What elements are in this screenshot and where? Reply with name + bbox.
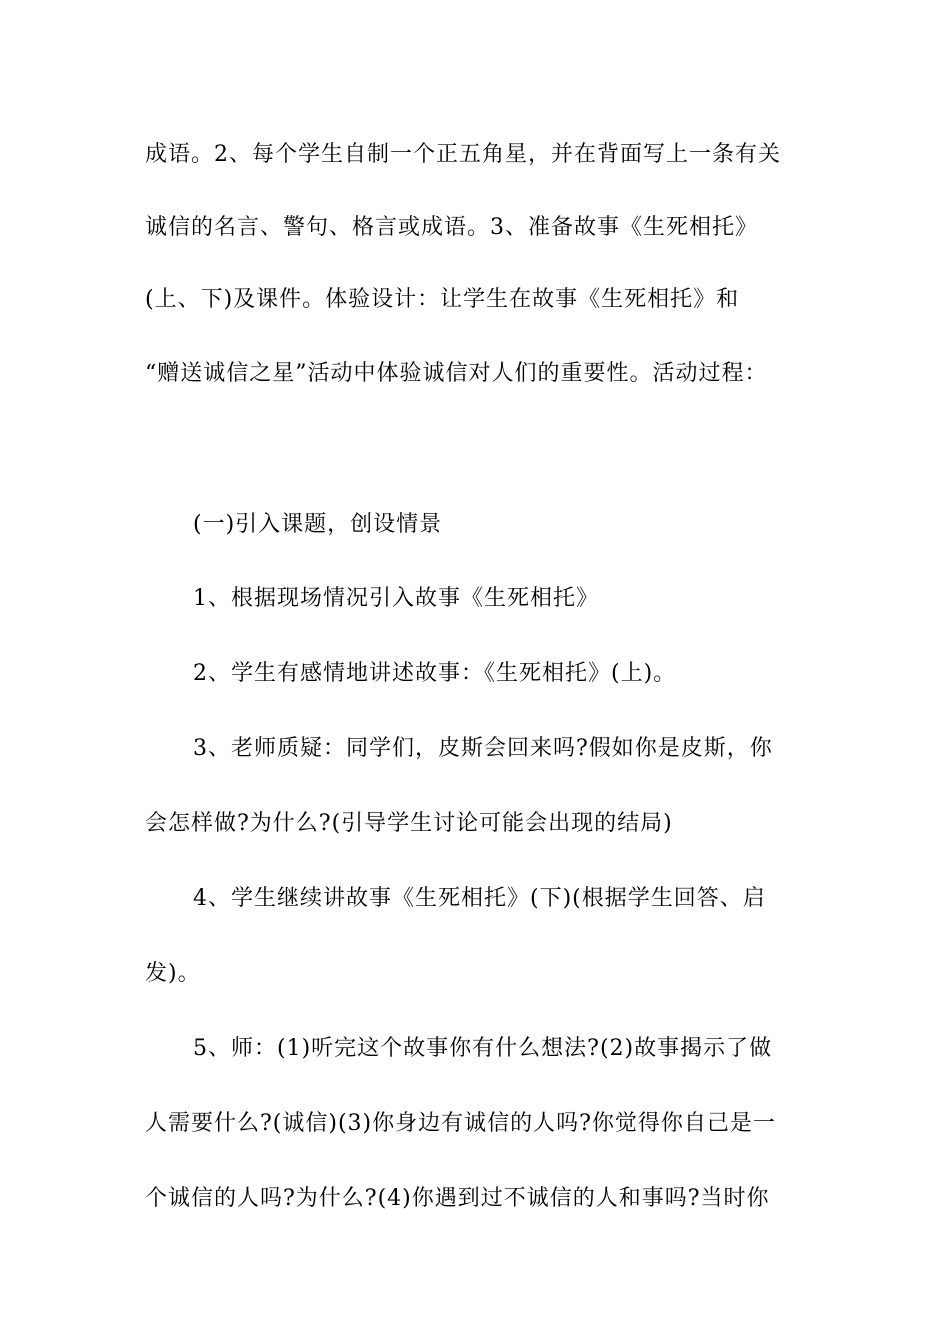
paragraph-line: 诚信的名言、警句、格言或成语。3、准备故事《生死相托》 <box>145 215 758 240</box>
paragraph-line: (上、下)及课件。体验设计：让学生在故事《生死相托》和 <box>145 287 740 312</box>
section-heading: (一)引入课题，创设情景 <box>193 512 443 537</box>
paragraph-line: 5、师：(1)听完这个故事你有什么想法?(2)故事揭示了做 <box>193 1036 773 1061</box>
paragraph-line: 人需要什么?(诚信)(3)你身边有诚信的人吗?你觉得你自己是一 <box>145 1111 776 1136</box>
paragraph-line: 4、学生继续讲故事《生死相托》(下)(根据学生回答、启 <box>193 886 766 911</box>
paragraph-line: 个诚信的人吗?为什么?(4)你遇到过不诚信的人和事吗?当时你 <box>145 1186 770 1211</box>
paragraph-line: 会怎样做?为什么?(引导学生讨论可能会出现的结局) <box>145 811 673 836</box>
paragraph-line: “赠送诚信之星”活动中体验诚信对人们的重要性。活动过程： <box>145 361 768 386</box>
paragraph-line: 发)。 <box>145 961 201 986</box>
paragraph-line: 成语。2、每个学生自制一个正五角星，并在背面写上一条有关 <box>145 142 781 167</box>
paragraph-line: 1、根据现场情况引入故事《生死相托》 <box>193 586 599 611</box>
paragraph-line: 2、学生有感情地讲述故事：《生死相托》(上)。 <box>193 661 677 686</box>
paragraph-line: 3、老师质疑：同学们，皮斯会回来吗?假如你是皮斯，你 <box>193 736 773 761</box>
